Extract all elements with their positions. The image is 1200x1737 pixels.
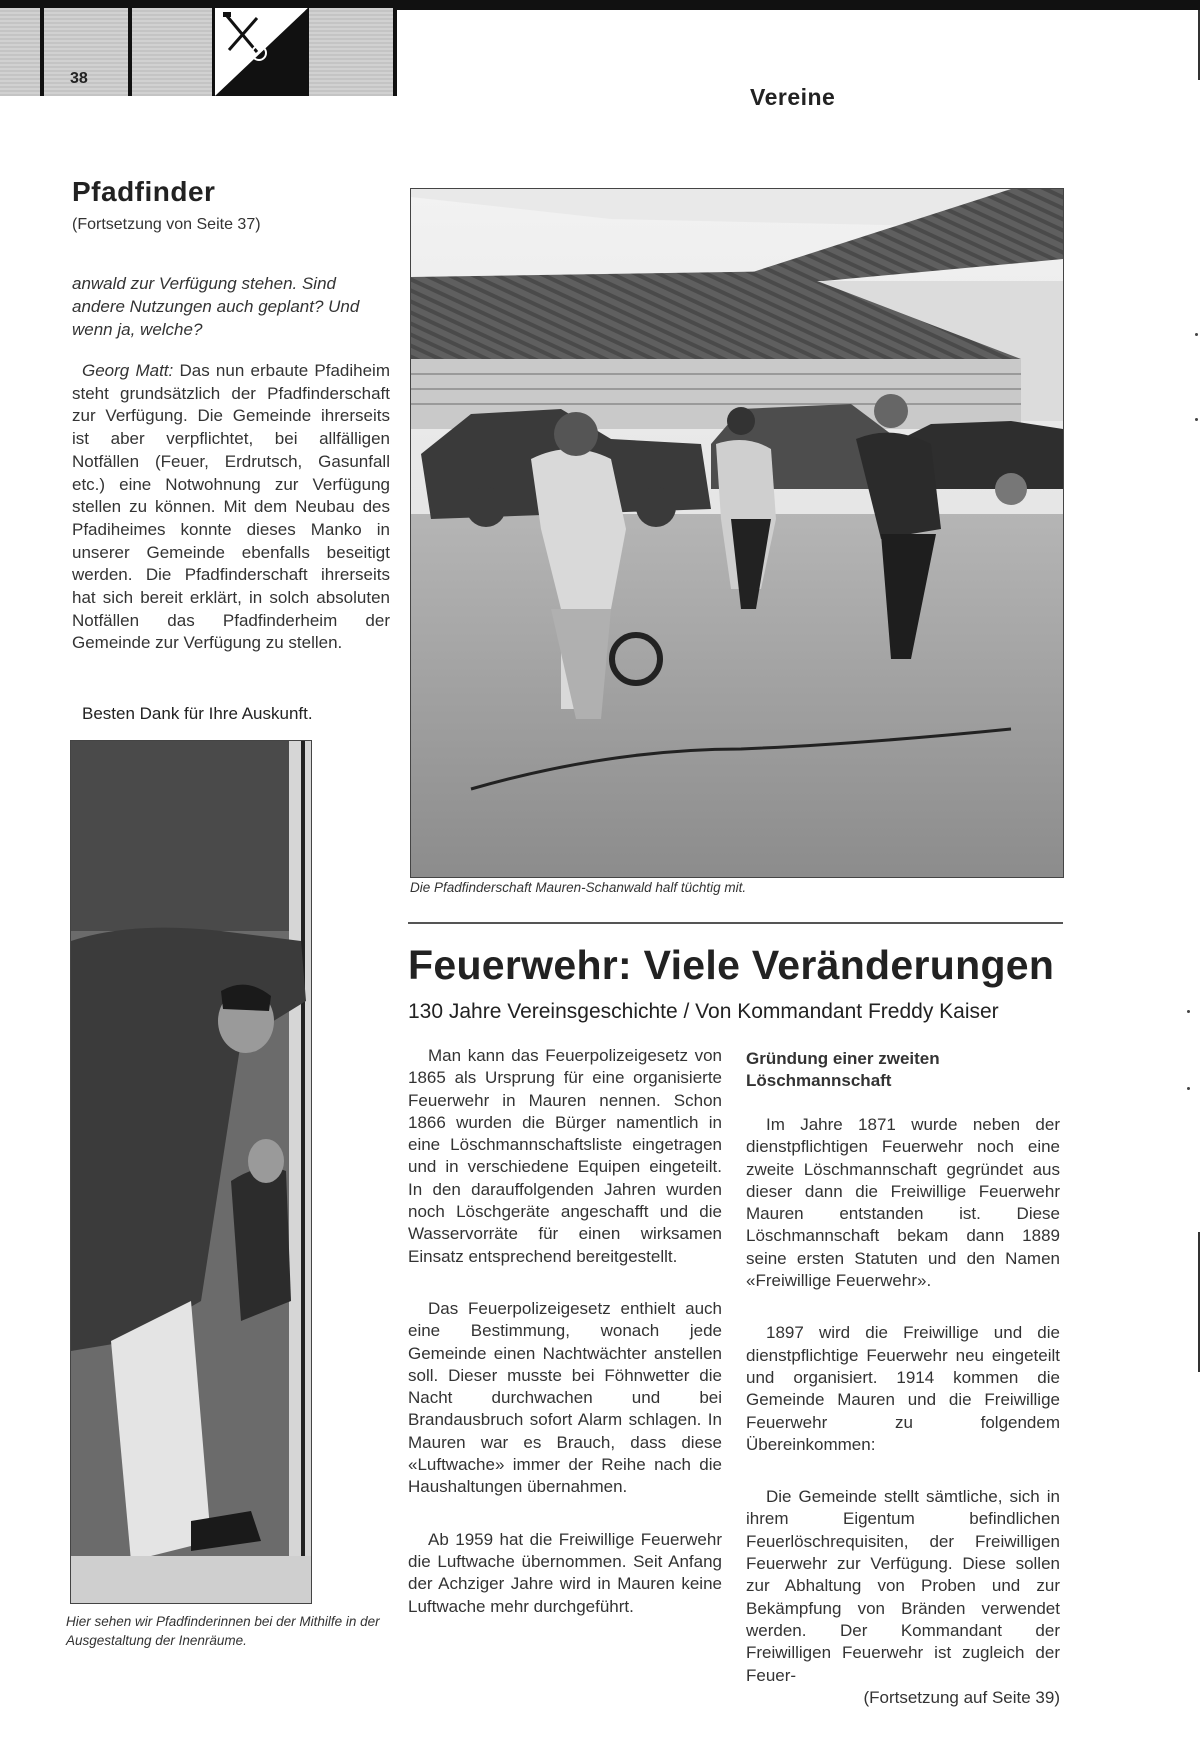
scouts-outdoor-photo [410, 188, 1064, 878]
feuerwehr-left-column [408, 1045, 722, 1618]
header-divider [128, 8, 132, 96]
interview-question: anwald zur Verfügung stehen. Sind andere Nutzungen auch geplant? Und wenn ja, welche? [72, 274, 360, 339]
pfadfinder-title: Pfadfinder [72, 176, 216, 207]
speaker-name: Georg Matt: [82, 361, 174, 380]
article-divider [408, 922, 1063, 924]
paragraph: 1897 wird die Freiwillige und die dienstpflichtige Feuerwehr neu eingeteilt und organisiert. 1914 kommen die Gemeinde Mauren und die Freiwillige Feuerwehr zu folgendem Übereinkommen: [746, 1323, 1060, 1454]
continued-next: (Fortsetzung auf Seite 39) [863, 1687, 1060, 1707]
photo-caption-top: Die Pfadfinderschaft Mauren-Schanwald half tüchtig mit. [410, 880, 747, 895]
scouts-indoor-photo [70, 740, 312, 1604]
answer-text: Das nun erbaute Pfadiheim steht grundsätzlich der Pfadfinderschaft zur Verfügung. Die Gemeinde ihrerseits ist aber verpflichtet, bei allfälligen Notfällen (Feuer, Erdrutsch, Gasunfall etc.) eine Notwohnung zur Verfügung stellen zu können. Mit dem Neubau des Pfadiheimes konnte dieses Manko in unserer Gemeinde ebenfalls beseitigt werden. Die Pfadfinderschaft ihrerseits hat sich bereit erklärt, in solch absoluten Notfällen das Pfadfinderheim der Gemeinde zur Verfügung zu stellen. [72, 361, 390, 653]
interview-answer [72, 360, 390, 655]
page-number: 38 [70, 70, 88, 87]
section-title: Vereine [750, 84, 836, 110]
feuerwehr-subtitle: 130 Jahre Vereinsgeschichte / Von Kommandant Freddy Kaiser [408, 1000, 999, 1023]
paragraph: Die Gemeinde stellt sämtliche, sich in ihrem Eigentum befindlichen Feuerlöschrequisiten, der Freiwilligen Feuerwehr zur Verfügung. Diese sollen zur Abhaltung von Proben und zur Bekämpfung von Bränden verwendet werden. Der Kommandant der Freiwilligen Feuerwehr ist zugleich der Feuer- [746, 1487, 1060, 1685]
paragraph: Ab 1959 hat die Freiwillige Feuerwehr die Luftwache übernommen. Seit Anfang der Achziger Jahre wird in Mauren keine Luftwache mehr durchgeführt. [408, 1529, 722, 1616]
subheading: Gründung einer zweiten Löschmannschaft [746, 1049, 940, 1090]
feuerwehr-title: Feuerwehr: Viele Veränderungen [408, 942, 1055, 988]
crossed-tools-emblem-icon [215, 8, 308, 96]
continued-from: (Fortsetzung von Seite 37) [72, 216, 261, 233]
edge-dot [1187, 1010, 1190, 1013]
thanks-line: Besten Dank für Ihre Auskunft. [82, 704, 313, 723]
header-divider [393, 8, 397, 96]
feuerwehr-right-column [746, 1048, 1060, 1709]
edge-dot [1195, 333, 1198, 336]
photo-caption-left: Hier sehen wir Pfadfinderinnen bei der Mithilfe in der Ausgestaltung der Inenräume. [66, 1614, 380, 1648]
header-divider [40, 8, 44, 96]
paragraph: Im Jahre 1871 wurde neben der dienstpflichtigen Feuerwehr noch eine zweite Löschmannschaft gegründet aus dieser dann die Freiwillige Feuerwehr Mauren entstanden ist. Diese Löschmannschaft bekam dann 1889 seine ersten Statuten und den Namen «Freiwillige Feuerwehr». [746, 1115, 1060, 1291]
header-block [0, 8, 395, 96]
paragraph: Das Feuerpolizeigesetz enthielt auch eine Bestimmung, wonach jede Gemeinde einen Nachtwächter anstellen soll. Dieser musste bei Föhnwetter die Nacht durchwachen und bei Brandausbruch sofort Alarm schlagen. In Mauren war es Brauch, dass diese «Luftwache» immer der Reihe nach die Haushaltungen übernahmen. [408, 1298, 722, 1497]
paragraph: Man kann das Feuerpolizeigesetz von 1865 als Ursprung für eine organisierte Feuerwehr in Mauren nennen. Schon 1866 wurden die Bürger namentlich in eine Löschmannschaftsliste eingetragen und in verschiedene Equipen eingeteilt. In den darauffolgenden Jahren wurden noch Löschgeräte angeschafft und die Wasservorräte für einen wirksamen Einsatz entsprechend bereitgestellt. [408, 1046, 722, 1266]
edge-dot [1187, 1087, 1190, 1090]
edge-dot [1195, 418, 1198, 421]
